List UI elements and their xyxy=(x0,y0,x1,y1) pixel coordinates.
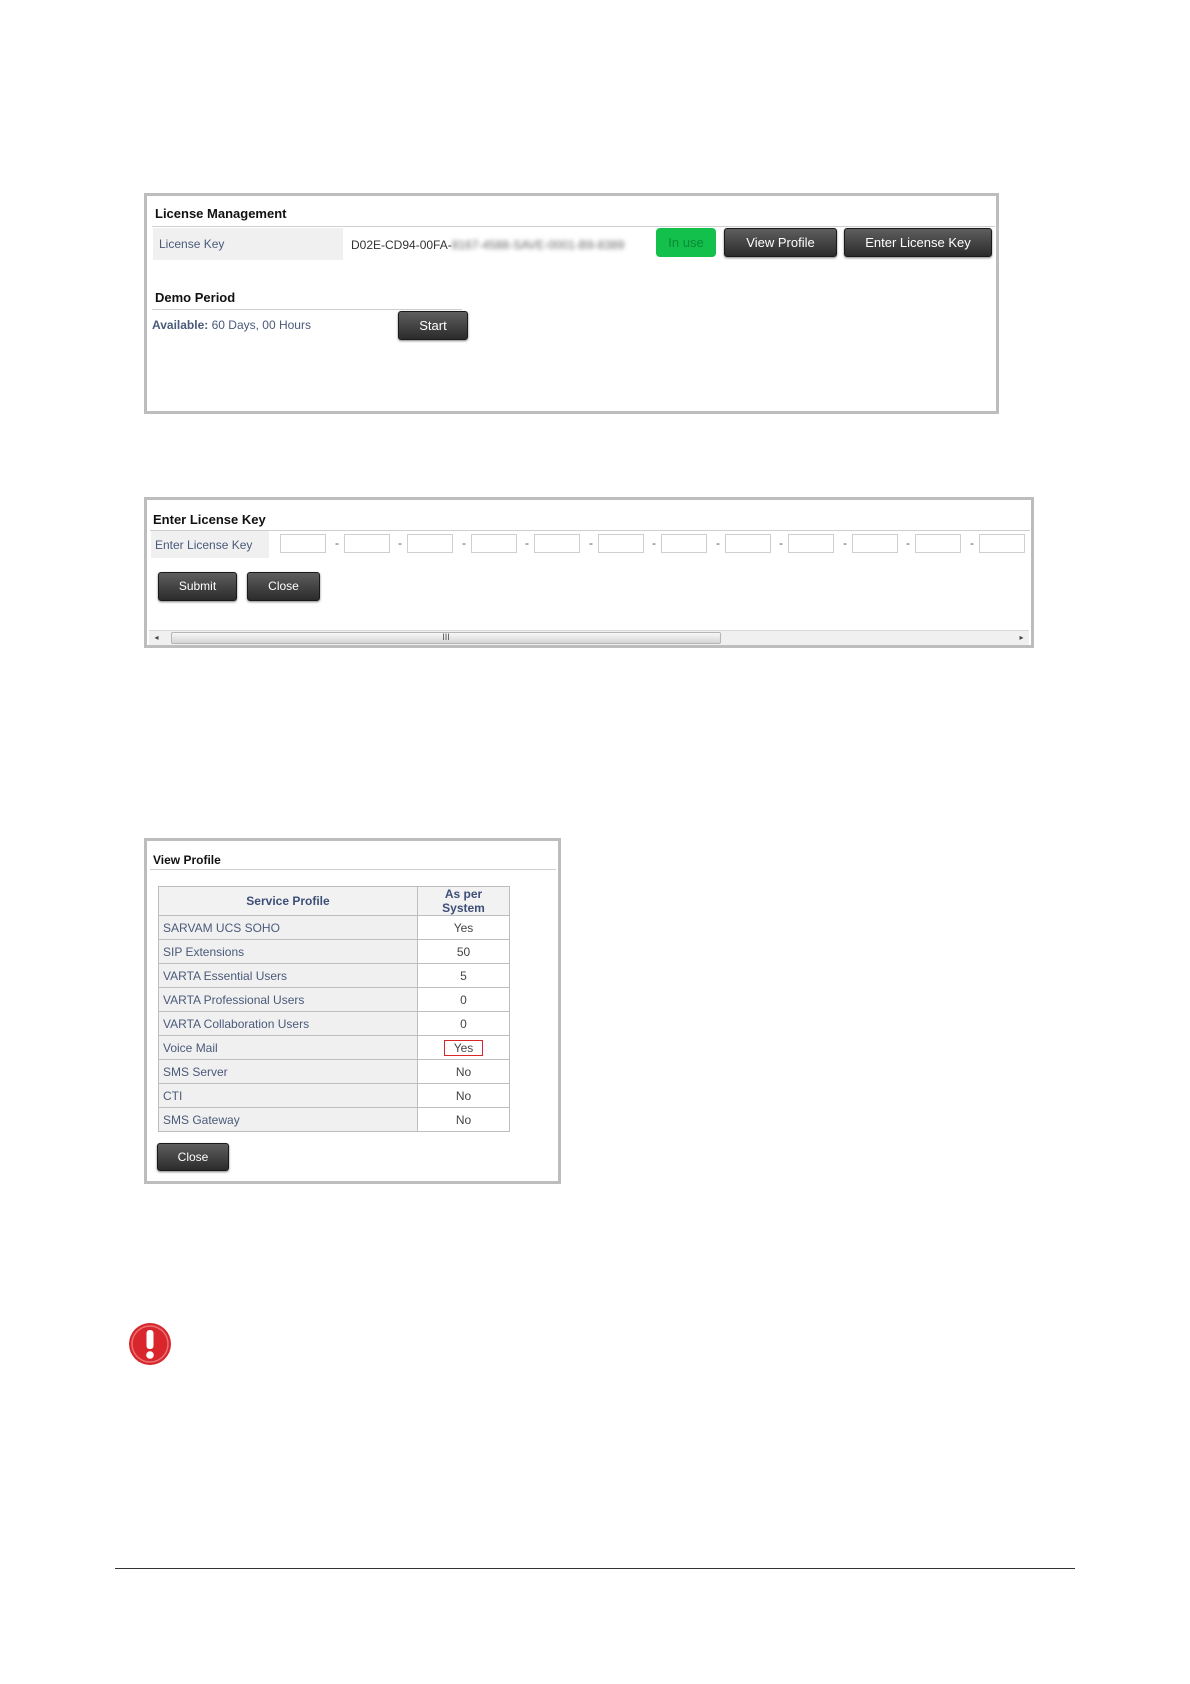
status-badge: In use xyxy=(656,228,716,257)
service-value-cell: No xyxy=(418,1060,510,1084)
segment-separator: - xyxy=(970,536,974,550)
enter-license-key-label: Enter License Key xyxy=(151,531,269,558)
footer-divider xyxy=(115,1568,1075,1569)
license-key-segment-3[interactable] xyxy=(407,534,453,553)
exclamation-icon xyxy=(128,1322,172,1366)
license-management-title: License Management xyxy=(155,206,287,221)
view-profile-divider xyxy=(150,869,556,870)
segment-separator: - xyxy=(462,536,466,550)
service-name-cell: VARTA Collaboration Users xyxy=(159,1012,418,1036)
license-key-segment-10[interactable] xyxy=(852,534,898,553)
license-key-segment-7[interactable] xyxy=(661,534,707,553)
service-value-cell: No xyxy=(418,1108,510,1132)
table-row xyxy=(159,916,510,940)
license-key-segment-5[interactable] xyxy=(534,534,580,553)
segment-separator: - xyxy=(716,536,720,550)
service-name-cell: VARTA Essential Users xyxy=(159,964,418,988)
demo-period-title: Demo Period xyxy=(155,290,236,305)
license-key-label: License Key xyxy=(153,228,343,260)
license-key-obscured: 8167-4588-SAVE-0001-B9-8389 xyxy=(451,238,625,252)
license-key-segment-2[interactable] xyxy=(344,534,390,553)
view-profile-button[interactable]: View Profile xyxy=(724,228,837,257)
service-profile-table xyxy=(158,886,510,1132)
scroll-left-arrow[interactable]: ◂ xyxy=(154,633,159,642)
available-value: 60 Days, 00 Hours xyxy=(211,318,311,332)
license-key-segment-9[interactable] xyxy=(788,534,834,553)
table-row xyxy=(159,940,510,964)
demo-divider xyxy=(152,309,462,310)
service-value-cell: 0 xyxy=(418,1012,510,1036)
segment-separator: - xyxy=(779,536,783,550)
column-header-service-profile: Service Profile xyxy=(159,887,418,916)
close-button[interactable]: Close xyxy=(247,572,320,601)
service-name-cell: SIP Extensions xyxy=(159,940,418,964)
scroll-thumb[interactable] xyxy=(171,632,721,644)
column-header-as-per-system: As per System xyxy=(418,887,510,916)
available-label: Available: xyxy=(152,318,209,332)
service-name-cell: CTI xyxy=(159,1084,418,1108)
demo-available xyxy=(152,318,311,332)
segment-separator: - xyxy=(906,536,910,550)
start-button[interactable]: Start xyxy=(398,311,468,340)
license-key-segment-12[interactable] xyxy=(979,534,1025,553)
service-value-cell: Yes xyxy=(418,916,510,940)
service-name-cell: Voice Mail xyxy=(159,1036,418,1060)
segment-separator: - xyxy=(843,536,847,550)
segment-separator: - xyxy=(589,536,593,550)
view-profile-close-button[interactable]: Close xyxy=(157,1143,229,1171)
license-key-segment-11[interactable] xyxy=(915,534,961,553)
table-row xyxy=(159,1012,510,1036)
enter-license-key-button[interactable]: Enter License Key xyxy=(844,228,992,257)
license-key-segment-4[interactable] xyxy=(471,534,517,553)
service-value-cell: No xyxy=(418,1084,510,1108)
scroll-right-arrow[interactable]: ▸ xyxy=(1019,633,1024,642)
table-row xyxy=(159,964,510,988)
license-key-segment-6[interactable] xyxy=(598,534,644,553)
submit-button[interactable]: Submit xyxy=(158,572,237,601)
title-divider xyxy=(152,226,995,227)
segment-separator: - xyxy=(398,536,402,550)
service-value-cell xyxy=(418,1036,510,1060)
service-value-cell: 50 xyxy=(418,940,510,964)
service-name-cell: VARTA Professional Users xyxy=(159,988,418,1012)
table-row xyxy=(159,1060,510,1084)
highlighted-value: Yes xyxy=(444,1040,484,1056)
license-key-segments xyxy=(147,500,1031,560)
table-header-row xyxy=(159,887,510,916)
license-key-segment-1[interactable] xyxy=(280,534,326,553)
service-value-cell: 0 xyxy=(418,988,510,1012)
service-name-cell: SARVAM UCS SOHO xyxy=(159,916,418,940)
service-name-cell: SMS Gateway xyxy=(159,1108,418,1132)
table-row xyxy=(159,1108,510,1132)
table-row xyxy=(159,988,510,1012)
service-name-cell: SMS Server xyxy=(159,1060,418,1084)
table-row xyxy=(159,1036,510,1060)
license-key-value xyxy=(351,238,624,252)
license-key-visible: D02E-CD94-00FA- xyxy=(351,238,452,252)
service-value-cell: 5 xyxy=(418,964,510,988)
view-profile-title: View Profile xyxy=(153,853,221,867)
segment-separator: - xyxy=(652,536,656,550)
license-management-panel xyxy=(144,193,999,414)
table-row xyxy=(159,1084,510,1108)
license-key-segment-8[interactable] xyxy=(725,534,771,553)
view-profile-panel xyxy=(144,838,561,1184)
horizontal-scrollbar[interactable] xyxy=(149,630,1029,645)
scroll-grip-icon: III xyxy=(442,632,450,642)
segment-separator: - xyxy=(525,536,529,550)
enter-license-key-panel xyxy=(144,497,1034,648)
enter-license-key-title: Enter License Key xyxy=(153,512,266,527)
segment-separator: - xyxy=(335,536,339,550)
